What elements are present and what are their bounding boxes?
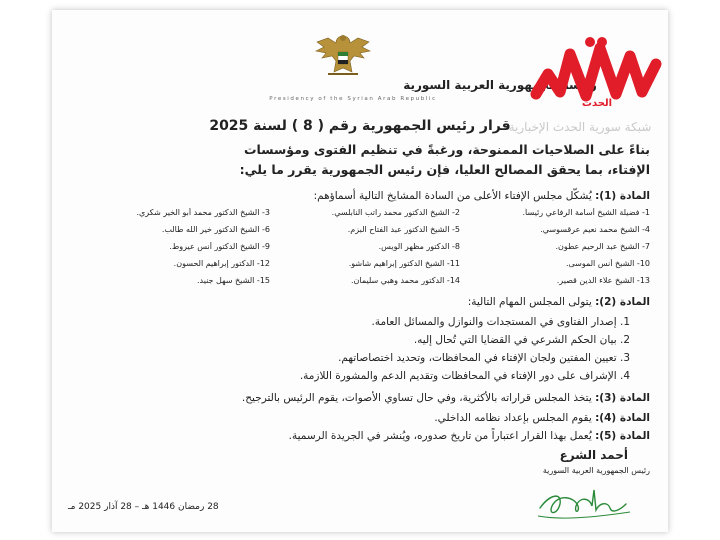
member-row bbox=[80, 276, 650, 293]
document-frame bbox=[52, 10, 668, 532]
article-4 bbox=[50, 412, 650, 424]
member-item: 15- الشيخ سهل جنيد. bbox=[196, 276, 270, 285]
member-item: 14- الدكتور محمد وهبي سليمان. bbox=[350, 276, 460, 285]
signer-name: أحمد الشرع bbox=[559, 448, 628, 462]
member-item: 3- الشيخ الدكتور محمد أبو الخير شكري. bbox=[136, 208, 270, 217]
task-item: 4. الإشراف على دور الإفتاء في المحافظات وتقديم الدعم والمشورة اللازمة. bbox=[299, 370, 630, 382]
member-item: 8- الدكتور مظهر الويس. bbox=[378, 242, 460, 251]
member-item: 7- الشيخ عبد الرحيم عطون. bbox=[555, 242, 650, 251]
task-item: 3. تعيين المفتين ولجان الإفتاء في المحافظات، وتحديد اختصاصاتهم. bbox=[338, 352, 630, 364]
member-row bbox=[80, 225, 650, 242]
article-2-label: المادة (2): bbox=[595, 296, 650, 308]
article-2-text: يتولى المجلس المهام التالية: bbox=[467, 296, 592, 308]
issue-date: 28 رمضان 1446 هـ – 28 آذار 2025 مـ bbox=[68, 502, 219, 512]
member-item: 5- الشيخ الدكتور عبد الفتاح البزم. bbox=[347, 225, 460, 234]
member-item: 2- الشيخ الدكتور محمد راتب النابلسي. bbox=[331, 208, 460, 217]
member-item: 11- الشيخ الدكتور إبراهيم شاشو. bbox=[348, 259, 460, 268]
task-item: 2. بيان الحكم الشرعي في القضايا التي تُحال إليه. bbox=[413, 334, 630, 346]
article-3-text: يتخذ المجلس قراراته بالأكثرية، وفي حال تساوي الأصوات، يقوم الرئيس بالترجيح. bbox=[241, 392, 592, 404]
article-1 bbox=[50, 190, 650, 202]
article-5 bbox=[50, 430, 650, 442]
signature-icon bbox=[530, 476, 640, 526]
article-4-text: يقوم المجلس بإعداد نظامه الداخلي. bbox=[434, 412, 592, 424]
member-row bbox=[80, 242, 650, 259]
article-4-label: المادة (4): bbox=[595, 412, 650, 424]
presidency-english: Presidency of the Syrian Arab Republic bbox=[269, 96, 437, 102]
article-1-label: المادة (1): bbox=[595, 190, 650, 202]
member-item: 9- الشيخ الدكتور أنس عيروط. bbox=[169, 242, 270, 251]
alhadath-logo-icon bbox=[530, 34, 664, 112]
watermark-logo-text: الحدث bbox=[581, 98, 613, 109]
article-2 bbox=[50, 296, 650, 308]
article-3 bbox=[50, 392, 650, 404]
member-item: 1- فضيلة الشيخ أسامة الرفاعي رئيساً. bbox=[522, 208, 650, 217]
article-5-text: يُعمل بهذا القرار اعتباراً من تاريخ صدوره، ويُنشر في الجريدة الرسمية. bbox=[288, 430, 592, 442]
member-item: 10- الشيخ أنس الموسى. bbox=[565, 259, 650, 268]
task-item: 1. إصدار الفتاوى في المستجدات والنوازل والمسائل العامة. bbox=[371, 316, 630, 328]
decree-title: قرار رئيس الجمهورية رقم ( 8 ) لسنة 2025 bbox=[209, 118, 511, 134]
preamble-line-1: بناءً على الصلاحيات الممنوحة، ورغبةً في تنظيم الفتوى ومؤسسات bbox=[243, 142, 650, 157]
article-3-label: المادة (3): bbox=[595, 392, 650, 404]
council-members-list bbox=[80, 208, 650, 293]
member-row bbox=[80, 259, 650, 276]
presidency-arabic: رئاسة الجمهورية العربية السورية bbox=[403, 78, 597, 92]
member-row bbox=[80, 208, 650, 225]
preamble-line-2: الإفتاء، بما يحقق المصالح العليا، فإن رئيس الجمهورية يقرر ما يلي: bbox=[239, 162, 650, 177]
member-item: 6- الشيخ الدكتور خير الله طالب. bbox=[161, 225, 270, 234]
member-item: 12- الدكتور إبراهيم الحسون. bbox=[173, 259, 270, 268]
article-5-label: المادة (5): bbox=[595, 430, 650, 442]
watermark-network-name: شبكة سورية الحدث الإخبارية bbox=[508, 120, 652, 134]
member-item: 4- الشيخ محمد نعيم عرقسوسي. bbox=[540, 225, 650, 234]
signer-title: رئيس الجمهورية العربية السورية bbox=[542, 466, 650, 475]
member-item: 13- الشيخ علاء الدين قصير. bbox=[556, 276, 650, 285]
syrian-eagle-emblem-icon bbox=[314, 28, 372, 80]
article-1-text: يُشكّل مجلس الإفتاء الأعلى من السادة المشايخ التالية أسماؤهم: bbox=[313, 190, 592, 202]
decree-document bbox=[52, 10, 668, 532]
